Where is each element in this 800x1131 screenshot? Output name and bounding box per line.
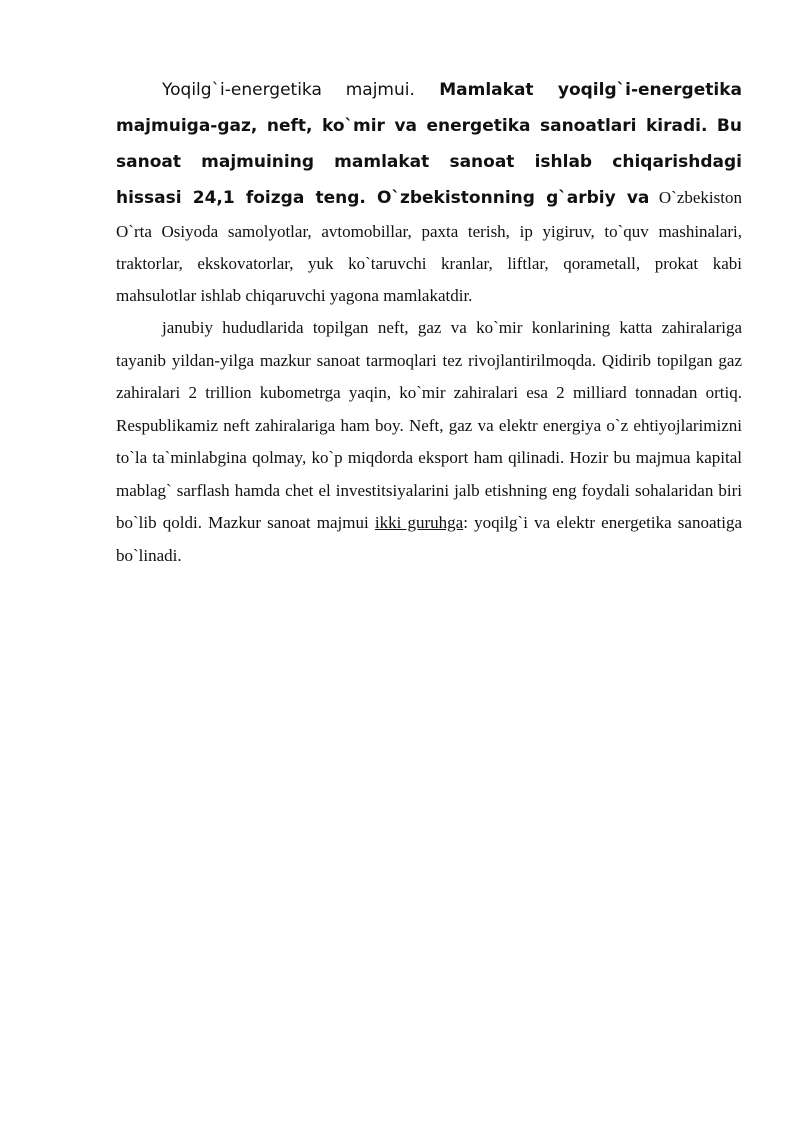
paragraph-1-bold-text: Mamlakat yoqilg`i-energetika majmuiga-gaz, neft, ko`mir va energetika sanoatlari kiradi. Bu sanoat majmuining mamlakat sanoat ishlab chiqarishdagi hissasi 24,1 foizga teng. O`zbekistonning g`arbiy va (116, 80, 742, 208)
paragraph-1 (116, 72, 742, 312)
paragraph-2-end: : yoqilg`i va elektr energetika sanoatiga bo`linadi. (116, 513, 743, 565)
paragraph-1-rest: O`zbekiston O`rta Osiyoda samolyotlar, avtomobillar, paxta terish, ip yigiruv, to`quv mashinalari, traktorlar, ekskovatorlar, yuk ko`taruvchi kranlar, liftlar, qorametall, prokat kabi mahsulotlar ishlab chiqaruvchi yagona mamlakatdir. (116, 188, 742, 305)
paragraph-2-text: janubiy hududlarida topilgan neft, gaz va ko`mir konlarining katta zahiralariga tayanib yildan-yilga mazkur sanoat tarmoqlari tez rivojlantirilmoqda. Qidirib topilgan gaz zahiralari 2 trillion kubometrga yaqin, ko`mir zahiralari esa 2 milliard tonnadan ortiq. Respublikamiz neft zahiralariga ham boy. Neft, gaz va elektr energiya o`z ehtiyojlarimizni to`la ta`minlabgina qolmay, ko`p miqdorda eksport ham qilinadi. Hozir bu majmua kapital mablag` sarflash hamda chet el investitsiyalarini jalb etishning eng foydali sohalaridan biri bo`lib qoldi. Mazkur sanoat majmui (116, 318, 742, 532)
paragraph-2-underlined: ikki guruhga (374, 513, 464, 532)
paragraph-2 (116, 312, 742, 572)
paragraph-1-lead: Yoqilg`i-energetika majmui. (162, 80, 415, 100)
